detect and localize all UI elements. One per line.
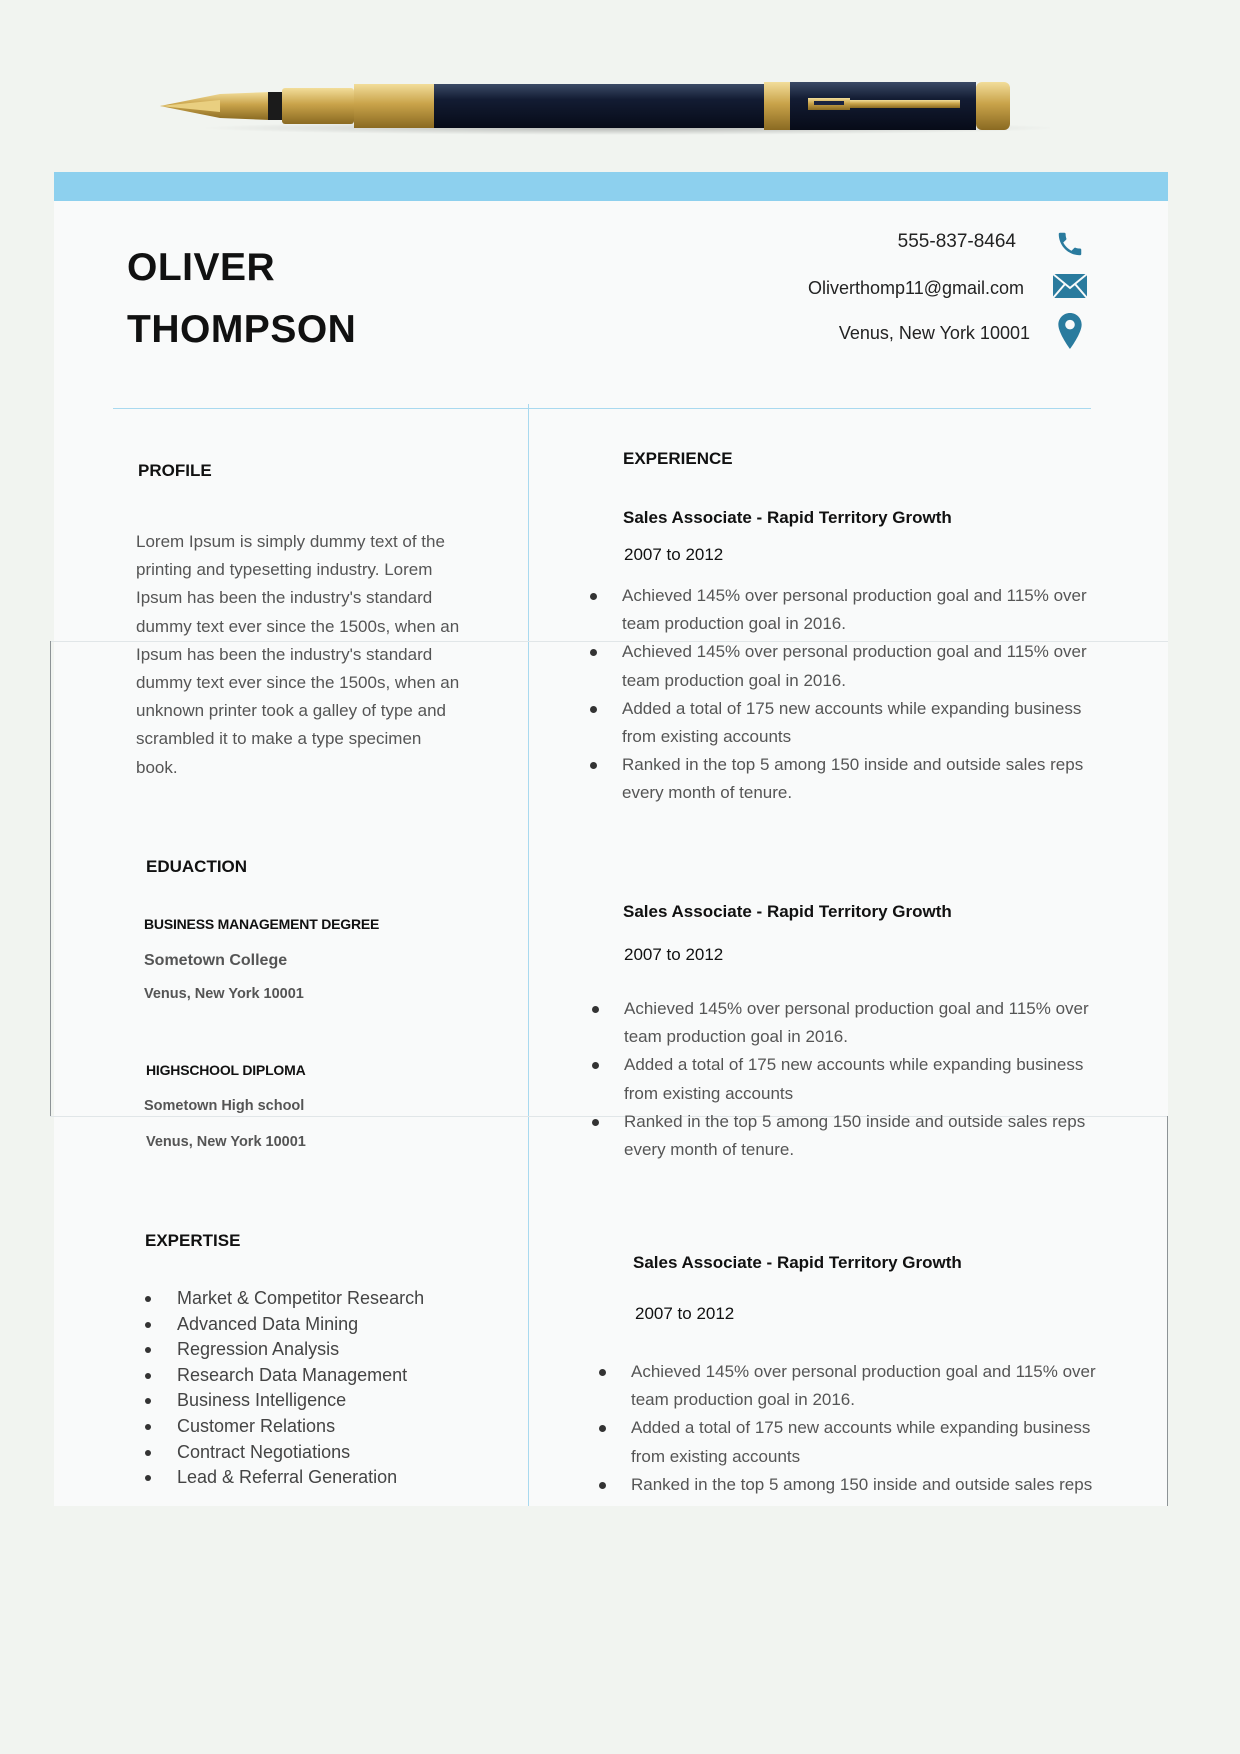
page-edge [1167, 1116, 1168, 1506]
expertise-list [145, 1286, 424, 1491]
school-name: Sometown High school [144, 1098, 305, 1114]
profile-line: dummy text ever since the 1500s, when an [136, 616, 460, 636]
expertise-item: Research Data Management [145, 1363, 424, 1389]
location-text: Venus, New York 10001 [838, 323, 1030, 343]
location-pin-icon [1057, 313, 1083, 349]
bullet-item: Ranked in the top 5 among 150 inside and outside sales reps [631, 1471, 1151, 1499]
bullet-item: Added a total of 175 new accounts while expanding business from existing accounts [624, 1051, 1144, 1107]
accent-bar [54, 172, 1168, 201]
last-name: THOMPSON [127, 308, 357, 351]
profile-heading: PROFILE [138, 461, 212, 480]
profile-line: scrambled it to make a type specimen [136, 729, 422, 749]
envelope-icon [1052, 273, 1088, 299]
school-location: Venus, New York 10001 [144, 986, 304, 1002]
school-name: Sometown College [144, 952, 288, 969]
degree-title: HIGHSCHOOL DIPLOMA [146, 1062, 306, 1078]
job-dates: 2007 to 2012 [624, 545, 724, 564]
job-bullets [631, 1358, 1151, 1499]
profile-line: Lorem Ipsum is simply dummy text of the [136, 532, 445, 551]
header-divider [113, 408, 1091, 409]
job-title: Sales Associate - Rapid Territory Growth [623, 508, 952, 527]
page-edge [50, 641, 51, 1116]
profile-line: Ipsum has been the industry's standard [136, 588, 433, 608]
expertise-item: Advanced Data Mining [145, 1312, 424, 1338]
profile-line: printing and typesetting industry. Lorem [136, 560, 433, 580]
profile-text [136, 528, 501, 782]
profile-line: dummy text ever since the 1500s, when an [136, 673, 460, 693]
bullet-item: Achieved 145% over personal production goal and 115% over team production goal in 2016. [622, 638, 1142, 694]
phone-number: 555-837-8464 [897, 231, 1016, 252]
job-title: Sales Associate - Rapid Territory Growth [623, 902, 952, 921]
bullet-item: Ranked in the top 5 among 150 inside and outside sales reps every month of tenure. [622, 751, 1142, 807]
column-divider [528, 404, 529, 1506]
job-bullets [624, 995, 1144, 1164]
email-address: Oliverthomp11@gmail.com [807, 278, 1024, 298]
job-dates: 2007 to 2012 [635, 1304, 735, 1323]
profile-line: unknown printer took a galley of type and [136, 701, 446, 721]
expertise-item: Customer Relations [145, 1414, 424, 1440]
phone-icon [1055, 228, 1085, 260]
job-dates: 2007 to 2012 [624, 945, 724, 964]
first-name: OLIVER [127, 246, 276, 289]
expertise-item: Regression Analysis [145, 1337, 424, 1363]
expertise-item: Contract Negotiations [145, 1440, 424, 1466]
school-location: Venus, New York 10001 [146, 1134, 306, 1150]
education-heading: EDUACTION [146, 857, 248, 876]
fountain-pen-illustration [150, 70, 1050, 140]
bullet-item: Added a total of 175 new accounts while expanding business from existing accounts [622, 695, 1142, 751]
bullet-item: Added a total of 175 new accounts while expanding business from existing accounts [631, 1414, 1151, 1470]
expertise-heading: EXPERTISE [145, 1231, 241, 1250]
expertise-item: Business Intelligence [145, 1388, 424, 1414]
degree-title: BUSINESS MANAGEMENT DEGREE [144, 916, 380, 932]
experience-heading: EXPERIENCE [623, 449, 733, 468]
bullet-item: Achieved 145% over personal production goal and 115% over team production goal in 2016. [622, 582, 1142, 638]
bullet-item: Achieved 145% over personal production goal and 115% over team production goal in 2016. [631, 1358, 1151, 1414]
expertise-item: Market & Competitor Research [145, 1286, 424, 1312]
job-title: Sales Associate - Rapid Territory Growth [633, 1253, 962, 1272]
profile-line: Ipsum has been the industry's standard [136, 644, 433, 664]
bullet-item: Ranked in the top 5 among 150 inside and outside sales reps every month of tenure. [624, 1108, 1144, 1164]
profile-line: book. [136, 757, 178, 777]
expertise-item: Lead & Referral Generation [145, 1465, 424, 1491]
bullet-item: Achieved 145% over personal production goal and 115% over team production goal in 2016. [624, 995, 1144, 1051]
job-bullets [622, 582, 1142, 808]
